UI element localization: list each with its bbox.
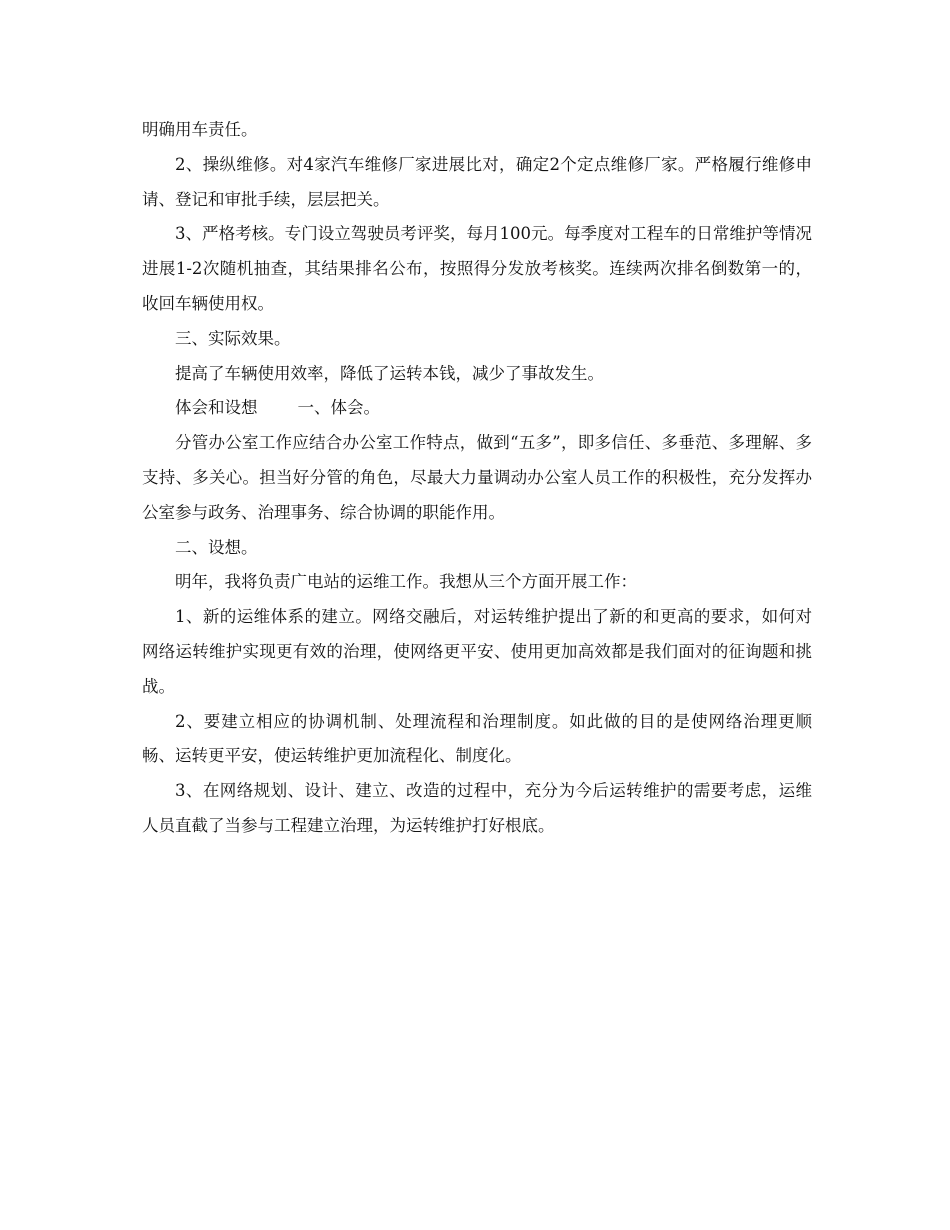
paragraph-repair-control: 2、操纵维修。对4家汽车维修厂家进展比对，确定2个定点维修厂家。严格履行维修申请、登记和审批手续，层层把关。 bbox=[142, 154, 812, 209]
heading-experience-and-ideas-text: 体会和设想 bbox=[175, 398, 258, 418]
paragraph-next-year: 明年，我将负责广电站的运维工作。我想从三个方面开展工作： bbox=[175, 572, 637, 592]
document-body bbox=[142, 113, 812, 844]
paragraph-effect: 提高了车辆使用效率，降低了运转本钱，减少了事故发生。 bbox=[175, 363, 604, 383]
heading-actual-effect: 三、实际效果。 bbox=[175, 328, 291, 348]
paragraph-office-management: 分管办公室工作应结合办公室工作特点，做到“五多”，即多信任、多垂范、多理解、多支持、多关心。担当好分管的角色，尽最大力量调动办公室人员工作的积极性，充分发挥办公室参与政务、治理事务、综合协调的职能作用。 bbox=[142, 433, 812, 522]
paragraph-new-system: 1、新的运维体系的建立。网络交融后，对运转维护提出了新的和更高的要求，如何对网络运转维护实现更有效的治理，使网络更平安、使用更加高效都是我们面对的征询题和挑战。 bbox=[142, 607, 812, 696]
heading-ideas: 二、设想。 bbox=[175, 537, 258, 557]
paragraph-coordination: 2、要建立相应的协调机制、处理流程和治理制度。如此做的目的是使网络治理更顺畅、运转更平安，使运转维护更加流程化、制度化。 bbox=[142, 711, 812, 766]
paragraph-strict-assessment: 3、严格考核。专门设立驾驶员考评奖，每月100元。每季度对工程车的日常维护等情况进展1-2次随机抽查，其结果排名公布，按照得分发放考核奖。连续两次排名倒数第一的，收回车辆使用权。 bbox=[142, 224, 812, 313]
paragraph-network-planning: 3、在网络规划、设计、建立、改造的过程中，充分为今后运转维护的需要考虑，运维人员直截了当参与工程建立治理，为运转维护打好根底。 bbox=[142, 781, 812, 835]
heading-experience-and-ideas bbox=[142, 391, 812, 426]
paragraph-continuation: 明确用车责任。 bbox=[142, 120, 258, 139]
heading-experience: 一、体会。 bbox=[297, 398, 380, 418]
